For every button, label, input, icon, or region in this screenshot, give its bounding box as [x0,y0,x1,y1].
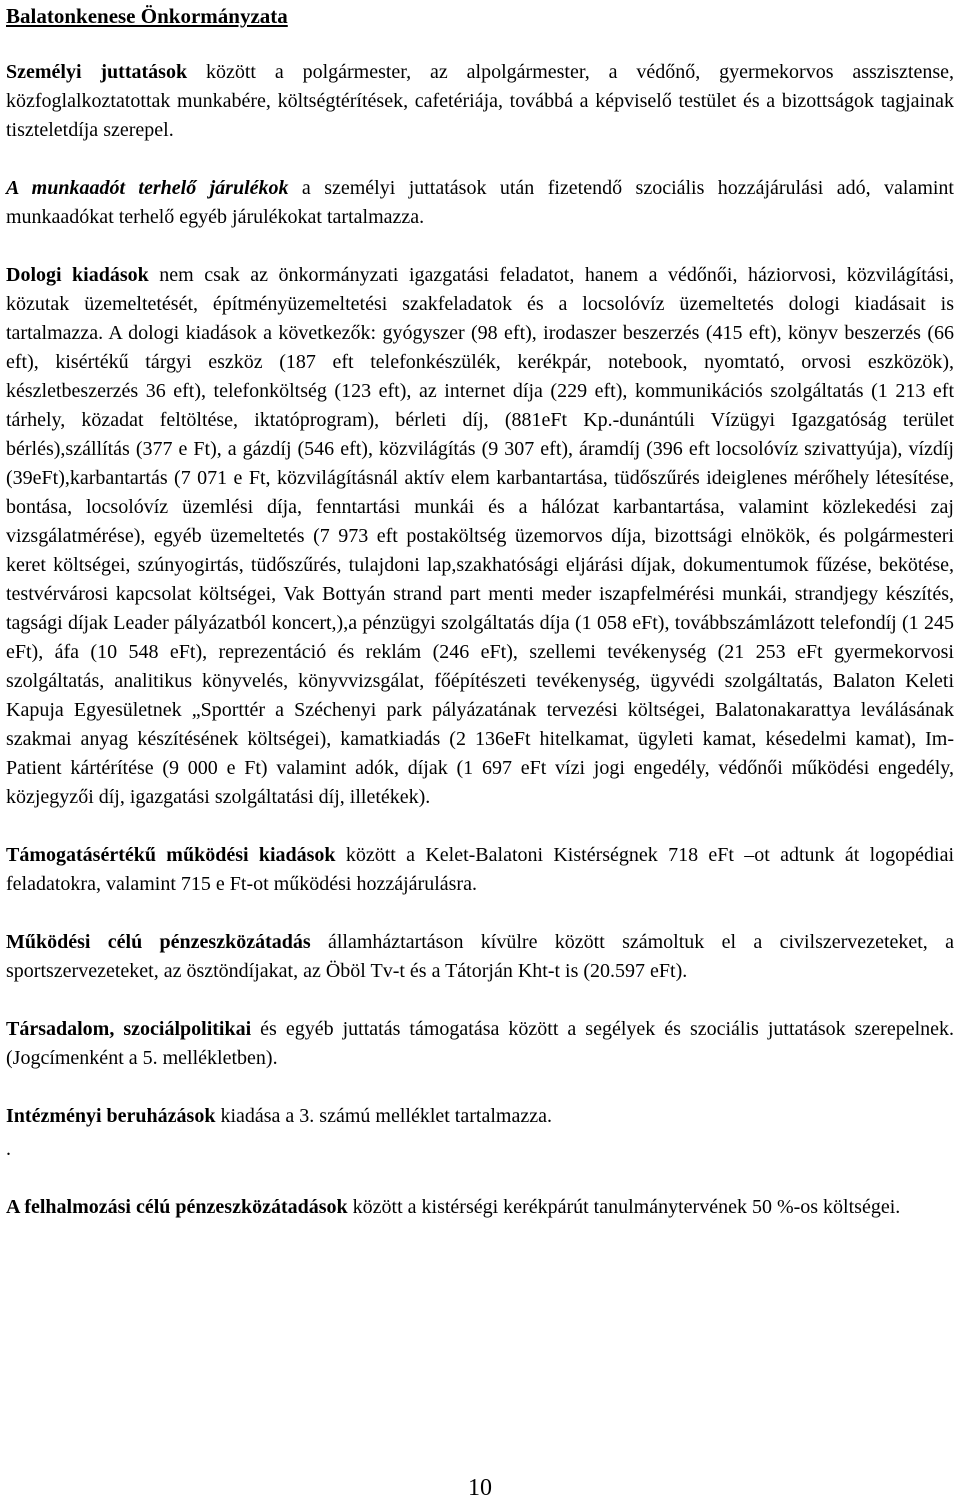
paragraph-text: között a kistérségi kerékpárút tanulmánytervének 50 %-os költségei. [347,1196,901,1218]
paragraph-institutional-investments [6,1102,954,1131]
paragraph-lead: Támogatásértékű működési kiadások [6,844,336,866]
stray-dot: . [6,1138,11,1160]
paragraph-personal-payments [6,58,954,145]
paragraph-lead: A felhalmozási célú pénzeszközátadások [6,1196,348,1218]
paragraph-text: államháztartáson kívülre között számoltuk el a civilszervezeteket, a sportszervezeteket, az ösztöndíjakat, az Öböl Tv-t és a Tátorján Kht-t is (20.597 eFt). [6,931,955,982]
page-number: 10 [468,1475,492,1501]
paragraph-text: és egyéb juttatás támogatása között a segélyek és szociális juttatások szerepelnek. (Jogcímenként a 5. mellékletben). [6,1018,955,1069]
document-heading: Balatonkenese Önkormányzata [6,4,288,28]
paragraph-capital-transfers [6,1193,954,1222]
paragraph-text: között a polgármester, az alpolgármester, a védőnő, gyermekorvos asszisztense, közfoglalkoztatottak munkabére, költségtérítések, cafetériája, továbbá a képviselő testület és a bizottságok tagjainak tiszteletdíja szerepel. [6,61,954,141]
paragraph-support-operating-expenses [6,841,954,899]
paragraph-text: között a Kelet-Balatoni Kistérségnek 718 eFt –ot adtunk át logopédiai feladatokra, valamint 715 e Ft-ot működési hozzájárulásra. [6,844,955,895]
paragraph-lead: Személyi juttatások [6,61,188,83]
paragraph-employer-contributions [6,174,954,232]
paragraph-text: a személyi juttatások után fizetendő szociális hozzájárulási adó, valamint munkaadókat terhelő egyéb járulékokat tartalmazza. [6,177,954,228]
document-page [6,0,954,1222]
paragraph-operating-transfers [6,928,954,986]
paragraph-text: nem csak az önkormányzati igazgatási feladatot, hanem a védőnői, háziorvosi, közvilágítási, közutak üzemeltetését, építményüzemeltetési szakfeladatok és a locsolóvíz üzemeltetés dologi kiadásait is tartalmazza. A dologi kiadások a következők: gyógyszer (98 eft), irodaszer beszerzés (415 eft), könyv beszerzés (66 eft), kisértékű tárgyi eszköz (187 eft telefonkészülék, kerékpár, notebook, nyomtató, orvosi eszközök), készletbeszerzés 36 eft), telefonköltség (123 eft), az internet díja (229 eft), kommunikációs szolgáltatás (1 213 eft tárhely, közadat feltöltése, iktatóprogram), bérleti díj, (881eFt Kp.-dunántúli Vízügyi Igazgatóság terület bérlés),szállítás (377 e Ft), a gázdíj (546 eft), közvilágítás (9 307 eft), áramdíj (396 eft locsolóvíz szivattyúja), vízdíj (39eFt),karbantartás (7 071 e Ft, közvilágításnál aktív elem karbantartása, tüdőszűrés ideiglenes mérőhely létesítése, bontása, locsolóvíz üzemlési díja, fenntartási munkái és a hálózat karbantartása, valamint közlekedési zaj vizsgálatmérése), egyéb üzemeltetés (7 973 eft postaköltség üzemorvos díja, bizottsági elnökök, és polgármesteri keret költségei, szúnyogirtás, tüdőszűrés, tulajdoni lap,szakhatósági eljárási díjak, dokumentumok fűzése, bekötése, testvérvárosi kapcsolat költségei, Vak Bottyán strand part menti meder iszapfelmérési munkái, strandjegy készítés, tagsági díjak Leader pályázatból koncert,),a pénzügyi szolgáltatás díja (1 058 eFt), továbbszámlázott telefondíj (1 245 eFt), áfa (10 548 eFt), reprezentáció és reklám (246 eFt), szellemi tevékenység (21 253 eFt gyermekorvosi szolgáltatás, analitikus könyvelés, könyvvizsgálat, főépítészeti tevékenység, ügyvédi szolgáltatás, Balaton Keleti Kapuja Egyesületnek „Sporttér a Széchenyi park pályázatának tervezési költségei, Balatonakarattya leválásának szakmai anyag készítésének költségei), kamatkiadás (2 136eFt hitelkamat, ügyleti kamat, késedelmi kamat), Im-Patient kártérítése (9 000 e Ft) valamint adók, díjak (1 697 eFt vízi jogi engedély, védőnői működési engedély, közjegyzői díj, igazgatási szolgáltatási díj, illetékek). [6,264,954,808]
paragraph-lead: Intézményi beruházások [6,1105,216,1127]
paragraph-material-expenses [6,261,954,812]
paragraph-text: kiadása a 3. számú melléklet tartalmazza. [215,1105,552,1127]
paragraph-lead: A munkaadót terhelő járulékok [6,177,289,199]
paragraph-lead: Társadalom, szociálpolitikai [6,1018,252,1040]
paragraph-lead: Dologi kiadások [6,264,149,286]
paragraph-lead: Működési célú pénzeszközátadás [6,931,311,953]
paragraph-social-policy [6,1015,954,1073]
